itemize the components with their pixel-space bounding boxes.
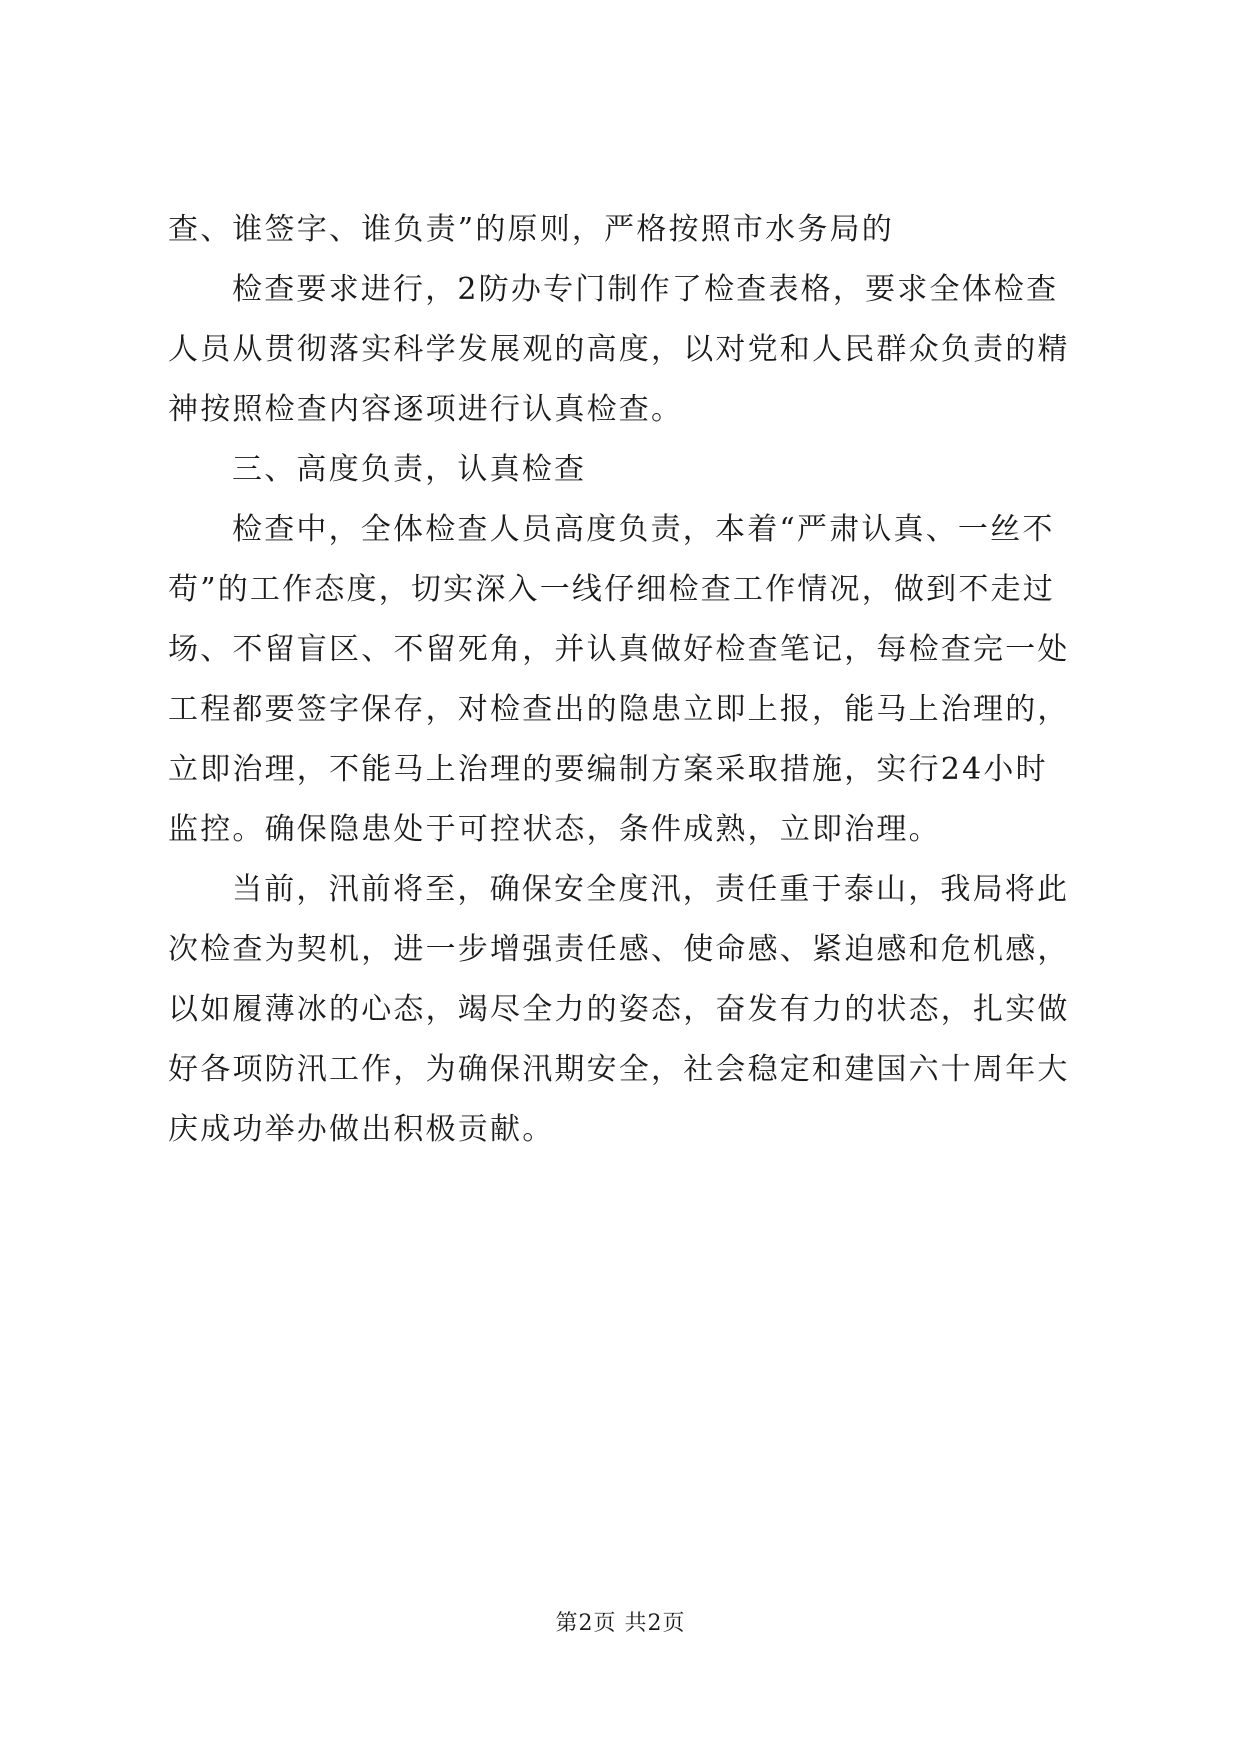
text-line: 好各项防汛工作，为确保汛期安全，社会稳定和建国六十周年大 <box>168 1052 1070 1087</box>
text-line: 场、不留盲区、不留死角，并认真做好检查笔记，每检查完一处 <box>168 632 1070 667</box>
text-line: 检查要求进行，2防办专门制作了检查表格，要求全体检查 <box>232 272 1059 307</box>
text-line: 次检查为契机，进一步增强责任感、使命感、紧迫感和危机感， <box>168 932 1070 967</box>
text-line: 查、谁签字、谁负责”的原则，严格按照市水务局的 <box>168 212 894 247</box>
page-footer <box>0 1606 1241 1637</box>
body-text <box>168 200 1088 1160</box>
text-line: 工程都要签字保存，对检查出的隐患立即上报，能马上治理的， <box>168 692 1070 727</box>
section-heading: 三、高度负责，认真检查 <box>232 452 587 487</box>
text-line: 当前，汛前将至，确保安全度汛，责任重于泰山，我局将此 <box>232 872 1070 907</box>
text-line: 苟”的工作态度，切实深入一线仔细检查工作情况，做到不走过 <box>168 572 1055 607</box>
text-line: 以如履薄冰的心态，竭尽全力的姿态，奋发有力的状态，扎实做 <box>168 992 1070 1027</box>
text-line: 神按照检查内容逐项进行认真检查。 <box>168 392 684 427</box>
text-line: 检查中，全体检查人员高度负责，本着“严肃认真、一丝不 <box>232 512 1055 547</box>
text-line: 立即治理，不能马上治理的要编制方案采取措施，实行24小时 <box>168 752 1048 787</box>
text-line: 庆成功举办做出积极贡献。 <box>168 1112 555 1147</box>
page-number-label: 第2页 共2页 <box>555 1611 686 1636</box>
text-line: 人员从贯彻落实科学发展观的高度，以对党和人民群众负责的精 <box>168 332 1070 367</box>
text-line: 监控。确保隐患处于可控状态，条件成熟，立即治理。 <box>168 812 941 847</box>
